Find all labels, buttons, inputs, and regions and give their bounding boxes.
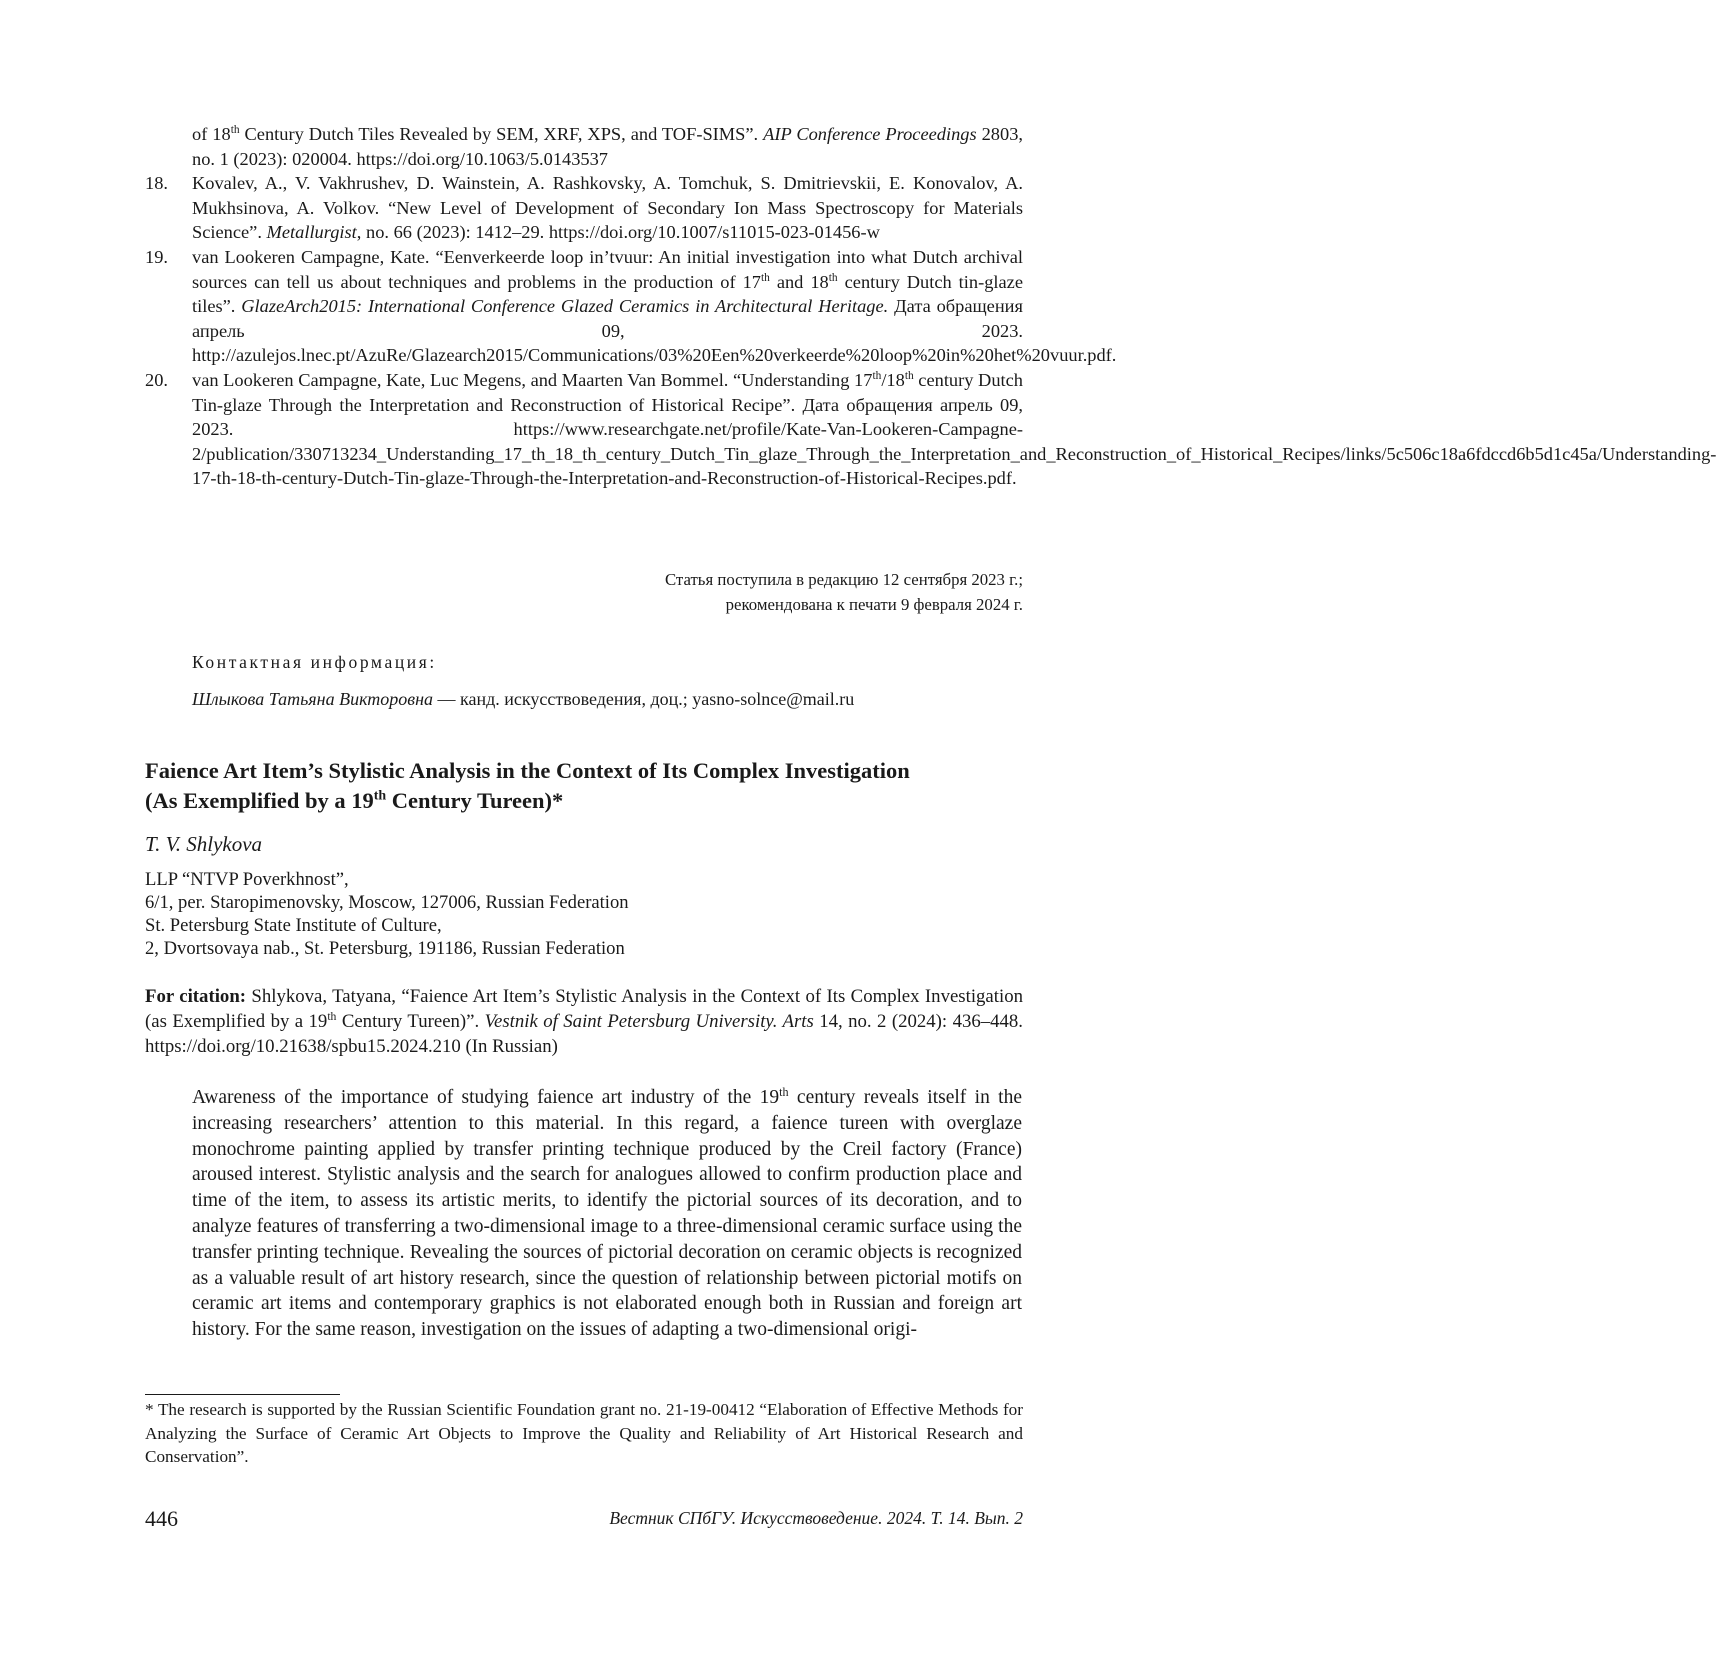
contact-name: Шлыкова Татьяна Викторовна (192, 689, 434, 709)
reference-item: 19. van Lookeren Campagne, Kate. “Eenverkeerde loop in’tvuur: An initial investigation into what Dutch archival sources can tell us about techniques and problems in the production of 17th and 18th century Dutch tin-glaze tiles”. GlazeArch2015: International Conference Glazed Ceramics in Architectural Heritage. Дата обращения апрель 09, 2023. http://azulejos.lnec.pt/AzuRe/Glazearch2015/Communications/03%20Een%20verkeerde%20loop%20in%20het%20vuur.pdf. (145, 246, 1117, 366)
reference-number: 18. (145, 173, 168, 194)
reference-number: 19. (145, 246, 168, 267)
abstract: Awareness of the importance of studying faience art industry of the 19th century reveals itself in the increasing researchers’ attention to this material. In this regard, a faience tureen with overglaze monochrome painting applied by transfer printing technique produced by the Creil factory (France) aroused interest. Stylistic analysis and the search for analogues allowed to confirm production place and time of the item, to assess its artistic merits, to identify the pictorial sources of its decoration, and to analyze features of transferring a two-dimensional image to a three-dimensional ceramic surface using the transfer printing technique. Revealing the sources of pictorial decoration on ceramic objects is recognized as a valuable result of art history research, since the question of relationship between pictorial motifs on ceramic art items and contemporary graphics is not elaborated enough both in Russian and foreign art history. For the same reason, investigation on the issues of adapting a two-dimensional origi- (192, 1084, 1022, 1341)
running-footer-journal: Вестник СПбГУ. Искусствоведение. 2024. Т. 14. Вып. 2 (609, 1508, 1023, 1528)
footnote: * The research is supported by the Russian Scientific Foundation grant no. 21-19-00412 “Elaboration of Effective Methods for Analyzing the Surface of Ceramic Art Objects to Improve the Quality and Reliability of Art Historical Research and Conservation”. (145, 1400, 1023, 1467)
contact-info (192, 652, 1022, 710)
citation-journal: Vestnik of Saint Petersburg University. Arts (484, 1011, 814, 1032)
reference-list (145, 122, 1716, 491)
citation-label: For citation: (145, 986, 247, 1007)
reference-journal: GlazeArch2015: International Conference Glazed Ceramics in Architectural Heritage. (241, 296, 889, 317)
article-title: Faience Art Item’s Stylistic Analysis in the Context of Its Complex Investigation (As Exemplified by a 19th Century Tureen)* (145, 758, 910, 813)
reference-journal: Metallurgist (266, 222, 357, 243)
reference-number: 20. (145, 369, 168, 390)
reference-item: 20. van Lookeren Campagne, Kate, Luc Megens, and Maarten Van Bommel. “Understanding 17th/18th century Dutch Tin-glaze Through the Interpretation and Reconstruction of Historical Recipe”. Дата обращения апрель 09, 2023. https://www.researchgate.net/profile/Kate-Van-Lookeren-Campagne-2/publication/330713234_Understanding_17_th_18_th_century_Dutch_Tin_glaze_Through_the_Interpretation_and_Reconstruction_of_Historical_Recipes/links/5c506c18a6fdccd6b5d1c45a/Understanding-17-th-18-th-century-Dutch-Tin-glaze-Through-the-Interpretation-and-Reconstruction-of-Historical-Recipes.pdf. (145, 369, 1716, 489)
citation-block: For citation: Shlykova, Tatyana, “Faience Art Item’s Stylistic Analysis in the Context of Its Complex Investigation (as Exemplified by a 19th Century Tureen)”. Vestnik of Saint Petersburg University. Arts 14, no. 2 (2024): 436–448. https://doi.org/10.21638/spbu15.2024.210 (In Russian) (145, 986, 1023, 1057)
reference-item: 18. Kovalev, A., V. Vakhrushev, D. Wainstein, A. Rashkovsky, A. Tomchuk, S. Dmitrievskii, E. Konovalov, A. Mukhsinova, A. Volkov. “New Level of Development of Secondary Ion Mass Spectroscopy for Materials Science”. Metallurgist, no. 66 (2023): 1412–29. https://doi.org/10.1007/s11015-023-01456-w (145, 173, 1023, 243)
received-note: Статья поступила в редакцию 12 сентября 2023 г.; рекомендована к печати 9 февраля 2024 г. (664, 570, 1023, 614)
article-author: T. V. Shlykova (145, 832, 263, 856)
contact-line: Шлыкова Татьяна Викторовна — канд. искусствоведения, доц.; yasno-solnce@mail.ru (192, 689, 855, 709)
footnote-divider (145, 1394, 340, 1395)
reference-item: of 18th Century Dutch Tiles Revealed by SEM, XRF, XPS, and TOF-SIMS”. AIP Conference Proceedings 2803, no. 1 (2023): 020004. https://doi.org/10.1063/5.0143537 (192, 124, 1023, 169)
page-number: 446 (145, 1506, 178, 1531)
author-affiliation: LLP “NTVP Poverkhnost”, 6/1, per. Staropimenovsky, Moscow, 127006, Russian Federation St. Petersburg State Institute of Culture, 2, Dvortsovaya nab., St. Petersburg, 191186, Russian Federation (145, 869, 629, 959)
reference-journal: AIP Conference Proceedings (763, 124, 977, 144)
contact-heading: Контактная информация: (192, 652, 437, 672)
